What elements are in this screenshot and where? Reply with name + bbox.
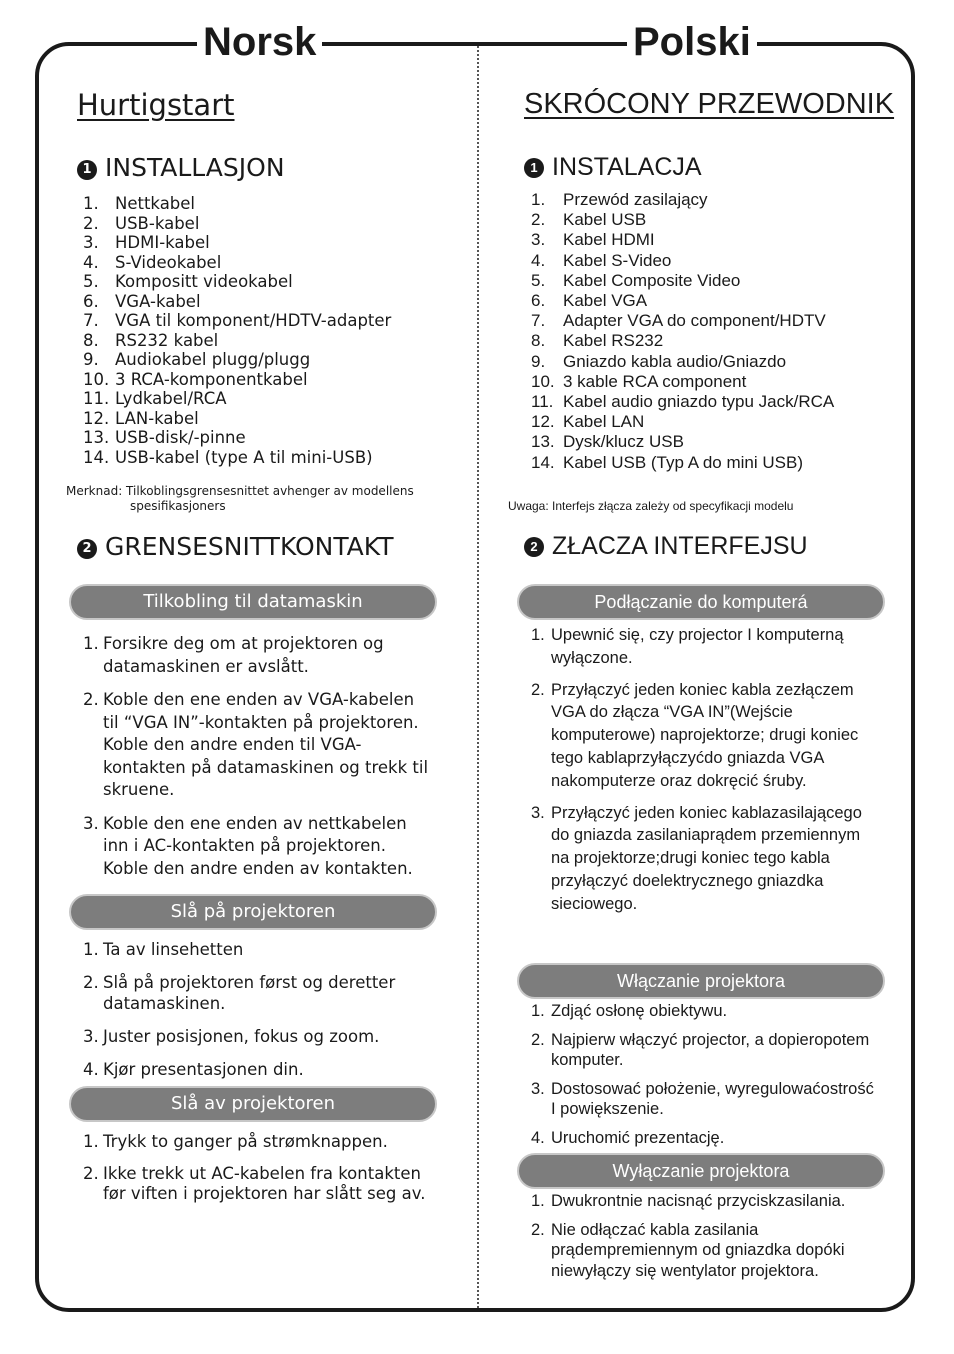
step-item-text: Uruchomić prezentację. — [551, 1128, 725, 1147]
step-item — [531, 1220, 879, 1282]
section-heading-text: GRENSESNITTKONTAKT — [105, 532, 394, 561]
list-item-text: Kabel Composite Video — [563, 270, 741, 290]
step-item-text: Trykk to ganger på strømknappen. — [103, 1132, 388, 1151]
list-item-number: 1. — [83, 194, 99, 213]
list-item-text: Kabel USB — [563, 210, 647, 230]
list-item-number: 2. — [83, 213, 99, 233]
step-item-text: Upewnić się, czy projector I komputerną wyłączone. — [551, 626, 844, 667]
language-label-polski: Polski — [627, 20, 757, 64]
step-item-number: 2. — [83, 1164, 99, 1183]
step-item — [83, 972, 433, 1014]
page-title: Hurtigstart — [77, 88, 235, 122]
list-item — [531, 412, 834, 432]
list-item — [531, 230, 834, 250]
steps-power-off — [531, 1191, 879, 1281]
step-item-text: Nie odłączać kabla zasilania prądempremiennym od gniazdka dopóki niewyłączy się wentylator projektora. — [551, 1220, 845, 1280]
step-item-text: Kjør presentasjonen din. — [103, 1060, 304, 1079]
list-item — [83, 233, 391, 253]
step-item — [531, 1030, 879, 1071]
list-item-text: LAN-kabel — [115, 408, 199, 428]
list-item-text: Kabel S-Video — [563, 250, 672, 270]
step-item-text: Slå på projektoren først og deretter datamaskinen. — [103, 973, 396, 1013]
section-pill-power-on: Slå på projektoren — [69, 894, 437, 930]
step-item-number: 1. — [83, 940, 99, 959]
step-item-text: Dostosować położenie, wyregulowaćostrość I powiększenie. — [551, 1079, 874, 1118]
step-item-text: Dwukrontnie nacisnąć przyciskzasilania. — [551, 1192, 846, 1210]
section-heading-interface — [77, 532, 394, 561]
list-item-text: S-Videokabel — [115, 252, 222, 272]
step-item-number: 3. — [83, 813, 99, 833]
step-item-number: 2. — [531, 680, 545, 699]
list-item-number: 11. — [531, 392, 554, 412]
step-item — [83, 1164, 433, 1204]
list-item-text: Kabel RS232 — [563, 331, 664, 351]
step-item-text: Ta av linsehetten — [103, 940, 244, 959]
list-item — [531, 453, 834, 473]
list-item-number: 9. — [531, 351, 546, 371]
step-item-text: Przyłączyć jeden koniec kabla zezłączem VGA do złącza “VGA IN”(Wejście komputerowe) naprojektorze; drugi koniec tego kablaprzyłączyćdo gniazda VGA nakomputerze oraz dokręcić śruby. — [551, 680, 859, 790]
step-item — [531, 1128, 879, 1149]
list-item-text: Kabel USB (Typ A do mini USB) — [563, 452, 803, 472]
list-item-text: Gniazdo kabla audio/Gniazdo — [563, 351, 787, 371]
section-heading-text: ZŁACZA INTERFEJSU — [552, 532, 808, 560]
list-item — [531, 251, 834, 271]
list-item — [531, 271, 834, 291]
number-badge-icon: 2 — [524, 537, 544, 557]
section-pill-connect: Tilkobling til datamaskin — [69, 584, 437, 620]
list-item — [531, 311, 834, 331]
list-item-text: Audiokabel plugg/plugg — [115, 350, 311, 369]
list-item — [83, 389, 391, 409]
step-item — [83, 1026, 433, 1047]
list-item-number: 3. — [531, 230, 546, 250]
list-item-text: Adapter VGA do component/HDTV — [563, 311, 826, 331]
list-item-number: 2. — [531, 210, 546, 230]
list-item — [531, 392, 834, 412]
list-item-number: 7. — [83, 311, 99, 330]
step-item-text: Najpierw włączyć projector, a dopieropotem komputer. — [551, 1030, 870, 1069]
list-item — [83, 448, 391, 468]
section-heading-interface — [524, 532, 808, 561]
list-item-number: 7. — [531, 311, 546, 331]
note: Uwaga: Interfejs złącza zależy od specyfikacji modelu — [508, 499, 794, 513]
list-item — [83, 428, 391, 448]
step-item-text: Forsikre deg om at projektoren og datamaskinen er avslått. — [103, 634, 384, 676]
step-item — [531, 624, 879, 670]
list-item-text: Kabel audio gniazdo typu Jack/RCA — [563, 392, 835, 412]
list-item-text: 3 kable RCA component — [563, 371, 747, 391]
step-item — [83, 813, 433, 881]
list-item-text: Kompositt videokabel — [115, 272, 293, 291]
step-item — [531, 1191, 879, 1212]
step-item-text: Zdjąć osłonę obiektywu. — [551, 1002, 728, 1020]
section-pill-power-on: Włączanie projektora — [517, 963, 885, 999]
note — [66, 484, 414, 514]
list-item-number: 3. — [83, 233, 99, 252]
section-heading-text: INSTALLASJON — [105, 153, 285, 182]
list-item-text: USB-kabel — [115, 213, 200, 233]
steps-connect — [531, 624, 879, 916]
note-line: Merknad: Tilkoblingsgrensesnittet avhenger av modellens — [66, 484, 414, 498]
list-item-text: Przewód zasilający — [563, 190, 708, 209]
step-item — [83, 939, 433, 960]
list-item — [531, 190, 834, 210]
steps-power-off — [83, 1132, 433, 1204]
number-badge-icon: 2 — [77, 539, 97, 559]
step-item — [531, 802, 879, 916]
list-item — [83, 272, 391, 292]
column-divider — [477, 46, 479, 1308]
step-item — [531, 1079, 879, 1120]
step-item-number: 3. — [531, 1079, 545, 1098]
step-item — [83, 633, 433, 678]
list-item-number: 4. — [83, 252, 99, 272]
list-item-number: 4. — [531, 250, 546, 270]
list-item-number: 1. — [531, 190, 546, 209]
number-badge-icon: 1 — [524, 158, 544, 178]
note-line: spesifikasjoners — [130, 499, 226, 513]
step-item — [83, 1059, 433, 1080]
step-item-text: Koble den ene enden av VGA-kabelen til “VGA IN”-kontakten på projektoren. Koble den andre enden til VGA-kontakten på datamaskinen og trekk til skruene. — [103, 690, 429, 799]
section-heading-installation — [77, 153, 285, 182]
list-item — [83, 253, 391, 273]
list-item — [83, 214, 391, 234]
step-item — [531, 1001, 879, 1022]
step-item-number: 1. — [83, 634, 99, 653]
step-item — [83, 1132, 433, 1152]
list-item-number: 14. — [531, 452, 555, 472]
step-item-number: 2. — [83, 973, 99, 992]
list-item — [83, 370, 391, 390]
language-label-norsk: Norsk — [197, 20, 322, 64]
step-item-number: 4. — [531, 1128, 545, 1147]
step-item-number: 2. — [531, 1030, 545, 1049]
list-item — [531, 291, 834, 311]
list-item-number: 8. — [531, 331, 546, 351]
step-item-number: 3. — [531, 803, 545, 822]
list-item — [531, 372, 834, 392]
step-item-text: Koble den ene enden av nettkabelen inn i AC-kontakten på projektoren. Koble den andre enden av kontakten. — [103, 813, 413, 878]
installation-list — [83, 194, 391, 467]
installation-list — [531, 190, 834, 473]
list-item-number: 10. — [83, 369, 110, 389]
list-item-text: Kabel HDMI — [563, 230, 655, 250]
step-item — [83, 689, 433, 802]
list-item-number: 9. — [83, 350, 99, 369]
step-item-text: Ikke trekk ut AC-kabelen fra kontakten før viften i projektoren har slått seg av. — [103, 1164, 426, 1203]
list-item-number: 14. — [83, 447, 110, 467]
list-item-number: 10. — [531, 371, 555, 391]
list-item-number: 12. — [531, 412, 555, 432]
list-item — [83, 350, 391, 370]
list-item-text: RS232 kabel — [115, 330, 219, 350]
step-item-number: 2. — [531, 1220, 545, 1239]
list-item — [531, 432, 834, 452]
list-item-text: Kabel VGA — [563, 291, 648, 311]
list-item-text: USB-disk/-pinne — [115, 428, 246, 447]
step-item-number: 1. — [83, 1132, 99, 1151]
step-item-number: 1. — [531, 1192, 545, 1210]
step-item-number: 4. — [83, 1060, 99, 1079]
page-title: SKRÓCONY PRZEWODNIK — [524, 88, 895, 120]
list-item-text: Kabel LAN — [563, 412, 645, 432]
list-item-number: 5. — [83, 272, 99, 291]
list-item-text: VGA-kabel — [115, 291, 201, 311]
step-item-number: 1. — [531, 1002, 545, 1020]
list-item-number: 13. — [83, 428, 110, 447]
steps-power-on — [83, 939, 433, 1080]
step-item-text: Przyłączyć jeden koniec kablazasilającego do gniazda zasilaniaprądem przemiennym na projektorze;drugi koniec tego kabla przyłączyć doelektrycznego gniazdka sieciowego. — [551, 803, 862, 913]
list-item-number: 6. — [531, 291, 546, 311]
section-pill-power-off: Slå av projektoren — [69, 1086, 437, 1122]
section-pill-connect: Podłączanie do komputerá — [517, 584, 885, 620]
step-item-number: 2. — [83, 690, 99, 709]
list-item — [531, 331, 834, 351]
list-item-number: 5. — [531, 270, 546, 290]
steps-power-on — [531, 1001, 879, 1148]
list-item — [83, 331, 391, 351]
step-item-text: Juster posisjonen, fokus og zoom. — [103, 1027, 380, 1046]
list-item-text: USB-kabel (type A til mini-USB) — [115, 447, 373, 467]
list-item-number: 11. — [83, 389, 110, 408]
section-heading-text: INSTALACJA — [552, 153, 702, 181]
list-item-text: HDMI-kabel — [115, 233, 210, 252]
section-pill-power-off: Wyłączanie projektora — [517, 1153, 885, 1189]
list-item-number: 12. — [83, 408, 110, 428]
list-item — [83, 409, 391, 429]
steps-connect — [83, 633, 433, 880]
list-item — [531, 210, 834, 230]
list-item — [83, 292, 391, 312]
section-heading-installation — [524, 153, 702, 182]
list-item-text: VGA til komponent/HDTV-adapter — [115, 311, 392, 330]
list-item — [83, 194, 391, 214]
list-item-text: Nettkabel — [115, 194, 196, 213]
list-item-number: 13. — [531, 432, 555, 452]
step-item — [531, 679, 879, 793]
list-item-text: 3 RCA-komponentkabel — [115, 369, 308, 389]
list-item-text: Lydkabel/RCA — [115, 389, 227, 408]
list-item — [531, 352, 834, 372]
list-item-number: 8. — [83, 330, 99, 350]
list-item — [83, 311, 391, 331]
list-item-text: Dysk/klucz USB — [563, 432, 684, 452]
number-badge-icon: 1 — [77, 160, 97, 180]
step-item-number: 3. — [83, 1027, 99, 1046]
list-item-number: 6. — [83, 291, 99, 311]
step-item-number: 1. — [531, 626, 545, 644]
